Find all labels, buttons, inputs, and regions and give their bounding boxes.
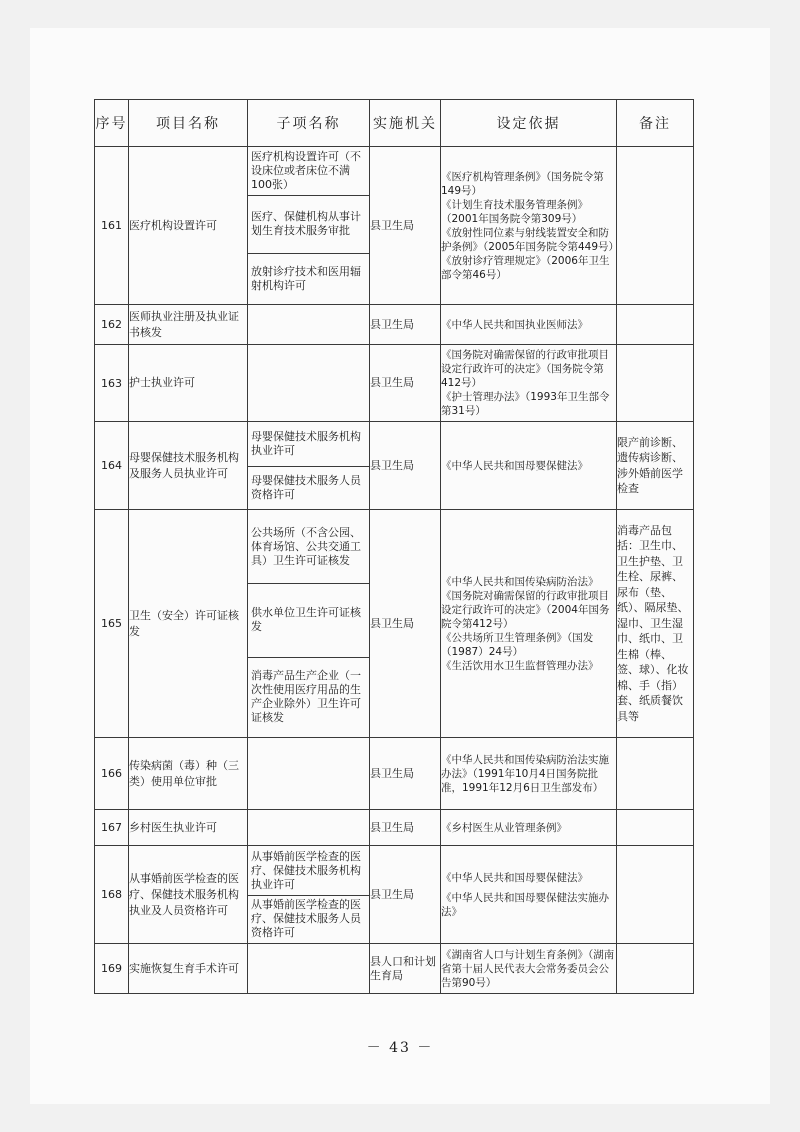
approval-items-table	[94, 99, 694, 994]
row-number: 166	[95, 738, 129, 810]
basis-line: 《中华人民共和国母婴保健法实施办法》	[441, 891, 609, 918]
item-name: 医师执业注册及执业证书核发	[129, 305, 248, 345]
table-row	[95, 944, 694, 994]
sub-items	[248, 422, 370, 510]
sub-item: 从事婚前医学检查的医疗、保健技术服务机构执业许可	[251, 849, 361, 891]
sub-items	[248, 738, 370, 810]
basis-line: 《湖南省人口与计划生育条例》（湖南省第十届人民代表大会常务委员会公告第90号）	[441, 948, 615, 989]
header-sub: 子项名称	[248, 100, 370, 147]
row-number: 169	[95, 944, 129, 994]
basis-line: 《护士管理办法》（1993年卫生部令第31号）	[441, 391, 610, 417]
item-name: 实施恢复生育手术许可	[129, 944, 248, 994]
legal-basis	[441, 422, 617, 510]
agency: 县人口和计划生育局	[370, 944, 441, 994]
remark	[617, 147, 694, 305]
sub-items	[248, 944, 370, 994]
item-name: 护士执业许可	[129, 345, 248, 422]
basis-line: 《放射性同位素与射线装置安全和防护条例》（2005年国务院令第449号）	[441, 226, 620, 253]
table-row	[95, 738, 694, 810]
basis-line: 《公共场所卫生管理条例》（国发（1987）24号）	[441, 631, 594, 658]
legal-basis	[441, 846, 617, 944]
remark	[617, 345, 694, 422]
legal-basis	[441, 944, 617, 994]
basis-line: 《国务院对确需保留的行政审批项目设定行政许可的决定》（国务院令第412号）	[441, 349, 609, 389]
basis-line: 《中华人民共和国执业医师法》	[441, 318, 588, 331]
legal-basis	[441, 810, 617, 846]
header-seq: 序号	[95, 100, 129, 147]
agency: 县卫生局	[370, 510, 441, 738]
basis-line: 《国务院对确需保留的行政审批项目设定行政许可的决定》（2004年国务院令第412号）	[441, 589, 610, 630]
agency: 县卫生局	[370, 345, 441, 422]
sub-item: 母婴保健技术服务人员资格许可	[248, 466, 369, 509]
table-row	[95, 810, 694, 846]
agency: 县卫生局	[370, 147, 441, 305]
basis-line: 《中华人民共和国传染病防治法》	[441, 575, 599, 588]
sub-item: 医疗、保健机构从事计划生育技术服务审批	[248, 195, 369, 253]
agency: 县卫生局	[370, 810, 441, 846]
legal-basis	[441, 738, 617, 810]
remark	[617, 305, 694, 345]
sub-item: 供水单位卫生许可证核发	[248, 583, 369, 657]
row-number: 163	[95, 345, 129, 422]
basis-line: 《计划生育技术服务管理条例》（2001年国务院令第309号）	[441, 198, 588, 225]
sub-items	[248, 846, 370, 944]
item-name: 传染病菌（毒）种（三类）使用单位审批	[129, 738, 248, 810]
table-row	[95, 147, 694, 305]
item-name: 从事婚前医学检查的医疗、保健技术服务机构执业及人员资格许可	[129, 846, 248, 944]
agency: 县卫生局	[370, 738, 441, 810]
table-row	[95, 510, 694, 738]
sub-item: 母婴保健技术服务机构执业许可	[251, 430, 361, 457]
row-number: 162	[95, 305, 129, 345]
remark	[617, 846, 694, 944]
basis-line: 《医疗机构管理条例》（国务院令第149号）	[441, 170, 604, 197]
remark	[617, 944, 694, 994]
remark: 限产前诊断、遗传病诊断、涉外婚前医学检查	[617, 422, 694, 510]
remark: 消毒产品包括：卫生巾、卫生护垫、卫生栓、尿裤、尿布（垫、纸）、隔尿垫、湿巾、卫生湿巾、纸巾、卫生棉（棒、签、球）、化妆棉、手（指）套、纸质餐饮具等	[617, 510, 694, 738]
sub-item: 消毒产品生产企业（一次性使用医疗用品的生产企业除外）卫生许可证核发	[248, 657, 369, 737]
legal-basis	[441, 345, 617, 422]
header-agency: 实施机关	[370, 100, 441, 147]
table-row	[95, 422, 694, 510]
item-name: 母婴保健技术服务机构及服务人员执业许可	[129, 422, 248, 510]
legal-basis	[441, 510, 617, 738]
basis-line: 《生活饮用水卫生监督管理办法》	[441, 659, 599, 672]
sub-items	[248, 305, 370, 345]
sub-items	[248, 510, 370, 738]
agency: 县卫生局	[370, 305, 441, 345]
table-header-row	[95, 100, 694, 147]
item-name: 乡村医生执业许可	[129, 810, 248, 846]
header-basis: 设定依据	[441, 100, 617, 147]
row-number: 168	[95, 846, 129, 944]
basis-line: 《中华人民共和国传染病防治法实施办法》（1991年10月4日国务院批准，1991年12月6日卫生部发布）	[441, 753, 609, 794]
agency: 县卫生局	[370, 846, 441, 944]
legal-basis	[441, 305, 617, 345]
row-number: 161	[95, 147, 129, 305]
sub-items	[248, 810, 370, 846]
header-name: 项目名称	[129, 100, 248, 147]
sub-items	[248, 147, 370, 305]
legal-basis	[441, 147, 620, 305]
row-number: 165	[95, 510, 129, 738]
header-note: 备注	[617, 100, 694, 147]
sub-item: 公共场所（不含公园、体育场馆、公共交通工具）卫生许可证核发	[251, 525, 361, 567]
remark	[617, 738, 694, 810]
agency: 县卫生局	[370, 422, 441, 510]
table-row	[95, 846, 694, 944]
basis-line: 《中华人民共和国母婴保健法》	[441, 871, 588, 884]
basis-line: 《放射诊疗管理规定》（2006年卫生部令第46号）	[441, 254, 610, 281]
item-name: 医疗机构设置许可	[129, 147, 248, 305]
item-name: 卫生（安全）许可证核发	[129, 510, 248, 738]
sub-item: 从事婚前医学检查的医疗、保健技术服务人员资格许可	[248, 895, 369, 943]
basis-line: 《乡村医生从业管理条例》	[441, 821, 567, 834]
table-row	[95, 345, 694, 422]
row-number: 167	[95, 810, 129, 846]
basis-line: 《中华人民共和国母婴保健法》	[441, 459, 588, 472]
sub-items	[248, 345, 370, 422]
table-row	[95, 305, 694, 345]
sub-item: 医疗机构设置许可（不设床位或者床位不满100张）	[251, 150, 361, 191]
row-number: 164	[95, 422, 129, 510]
page-number: － 43 －	[366, 1040, 434, 1056]
remark	[617, 810, 694, 846]
sub-item: 放射诊疗技术和医用辐射机构许可	[248, 253, 369, 304]
